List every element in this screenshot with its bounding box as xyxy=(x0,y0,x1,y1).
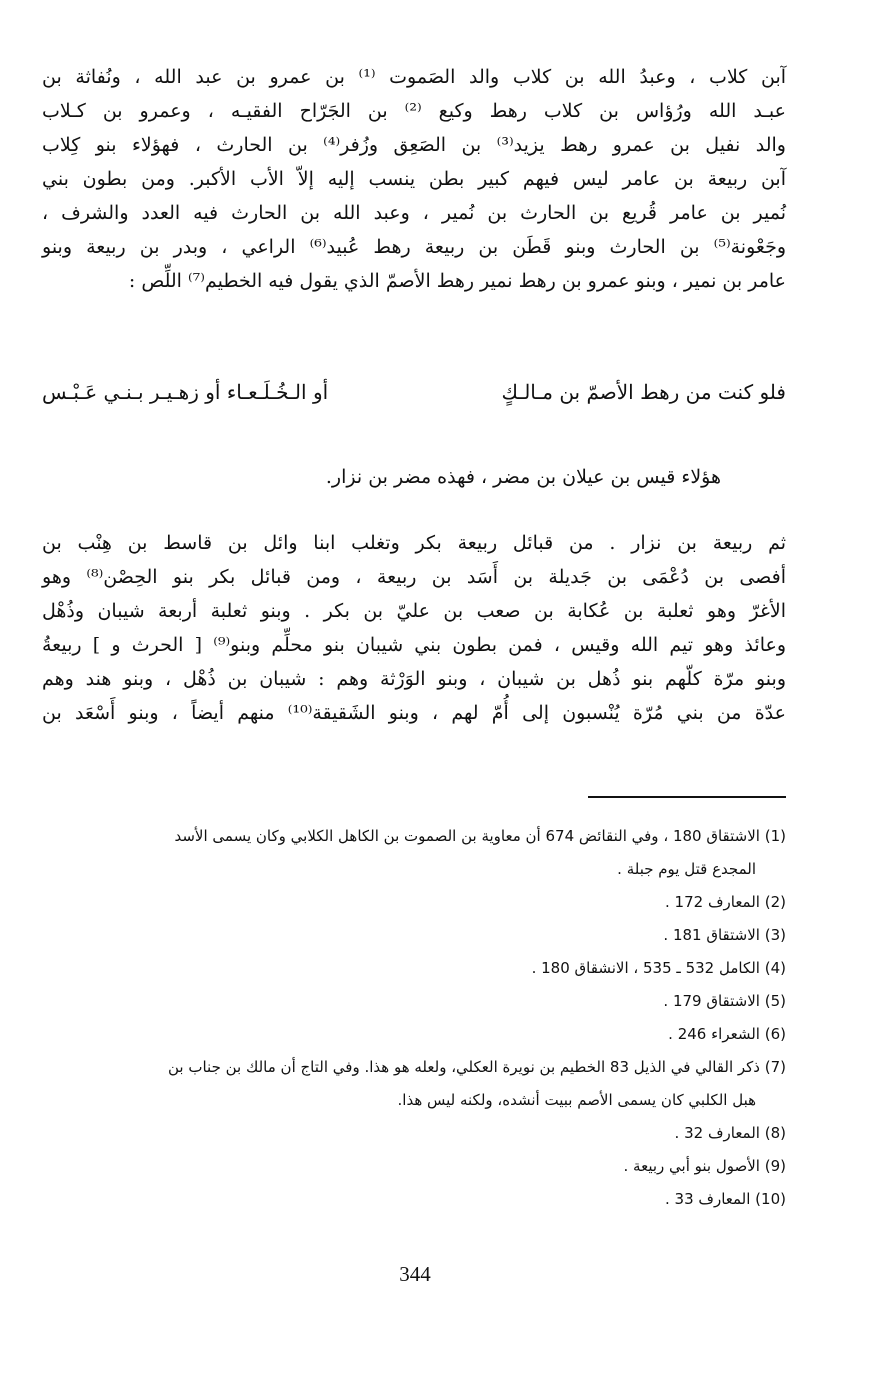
footnote-item: (2) المعارف 172 . xyxy=(665,893,786,911)
closing-line: هؤلاء قيس بن عيلان بن مضر ، فهذه مضر بن نزار. xyxy=(325,466,721,488)
text-line: الأغرّ وهو ثعلبة بن عُكابة بن صعب بن عليّ بن بكر . وبنو ثعلبة أربعة شيبان وذُهْل xyxy=(42,600,786,622)
footnote-item: (4) الكامل 532 ـ 535 ، الانشقاق 180 . xyxy=(531,959,786,977)
footnote-separator xyxy=(588,796,786,798)
text-line: عبـد الله ورُؤاس بن كلاب رهط وكيع ⁽²⁾ بن الجَرّاح الفقيـه ، وعمرو بن كـلاب xyxy=(42,100,786,122)
poem-hemistich-left: أو الـخُـلَـعـاء أو زهـيـر بـنـي عَـبْـس xyxy=(42,380,329,404)
footnote-item: (3) الاشتقاق 181 . xyxy=(663,926,786,944)
footnote-item: (6) الشعراء 246 . xyxy=(668,1025,786,1043)
text-line: أفصى بن دُعْمَى بن جَديلة بن أَسَد بن ربيعة ، ومن قبائل بكر بنو الحِصْن⁽⁸⁾ وهو xyxy=(42,566,787,588)
text-line: ثم ربيعة بن نزار . من قبائل ربيعة بكر وتغلب ابنا وائل بن قاسط بن هِنْب بن xyxy=(42,532,786,554)
poem-hemistich-right: فلو كنت من رهط الأصمّ بن مـالـكٍ xyxy=(501,380,786,404)
footnote-item: (10) المعارف 33 . xyxy=(665,1190,786,1208)
footnote-continuation: المجدع قتل يوم جبلة . xyxy=(617,860,756,878)
footnote-item: (8) المعارف 32 . xyxy=(674,1124,786,1142)
text-line: نُمير بن عامر قُريع بن الحارث بن نُمير ، وعبد الله بن الحارث فيه العدد والشرف ، xyxy=(42,202,786,224)
footnote-item: (5) الاشتقاق 179 . xyxy=(663,992,786,1010)
body-paragraph-2 xyxy=(42,526,786,730)
footnotes xyxy=(42,820,786,1216)
text-line: آبن كلاب ، وعبدُ الله بن كلاب والد الصَموت ⁽¹⁾ بن عمرو بن عبد الله ، ونُفاثة بن xyxy=(42,66,787,88)
text-line: آبن ربيعة بن عامر ليس فيهم كبير بطن ينسب إليه إلاّ الأب الأكبر. ومن بطون بني xyxy=(42,168,786,190)
body-paragraph-1 xyxy=(42,60,786,298)
page-number: 344 xyxy=(399,1262,431,1286)
footnote-item: (9) الأصول بنو أبي ربيعة . xyxy=(623,1157,786,1175)
poem-verse xyxy=(42,372,786,412)
text-line: وبنو مرّة كلّهم بنو ذُهل بن شيبان ، وبنو الوَرْثة وهم : شيبان بن ذُهْل ، وبنو هند وهم xyxy=(42,668,786,690)
footnote-item: (1) الاشتقاق 180 ، وفي النقائض 674 أن معاوية بن الصموت بن الكاهل الكلابي وكان يسمى الأسد xyxy=(174,827,786,845)
text-line: وعائذ وهو تيم الله وقيس ، فمن بطون بني شيبان بنو محلِّم وبنو⁽⁹⁾ [ الحرث و ] ربيعةُ xyxy=(42,634,786,656)
footnote-continuation: هبل الكلبي كان يسمى الأصم ببيت أنشده، ولكنه ليس هذا. xyxy=(397,1091,756,1109)
text-line: والد نفيل بن عمرو رهط يزيد⁽³⁾ بن الصَعِق وزُفر⁽⁴⁾ بن الحارث ، فهؤلاء بنو كِلاب xyxy=(42,134,786,156)
footnote-item: (7) ذكر القالي في الذيل 83 الخطيم بن نويرة العكلي، ولعله هو هذا. وفي التاج أن مالك بن جناب بن xyxy=(167,1058,786,1076)
text-line: وجَعْونة⁽⁵⁾ بن الحارث وبنو قَطَن بن ربيعة رهط عُبيد⁽⁶⁾ الراعي ، وبدر بن ربيعة وبنو xyxy=(42,236,786,258)
text-line: عامر بن نمير ، وبنو عمرو بن رهط نمير رهط الأصمّ الذي يقول فيه الخطيم⁽⁷⁾ اللِّص : xyxy=(128,270,786,292)
text-line: عدّة من بني مُرّة يُنْسبون إلى أُمّ لهم ، وبنو الشَقيقة⁽¹⁰⁾ منهم أيضاً ، وبنو أَسْعَد بن xyxy=(42,702,786,724)
